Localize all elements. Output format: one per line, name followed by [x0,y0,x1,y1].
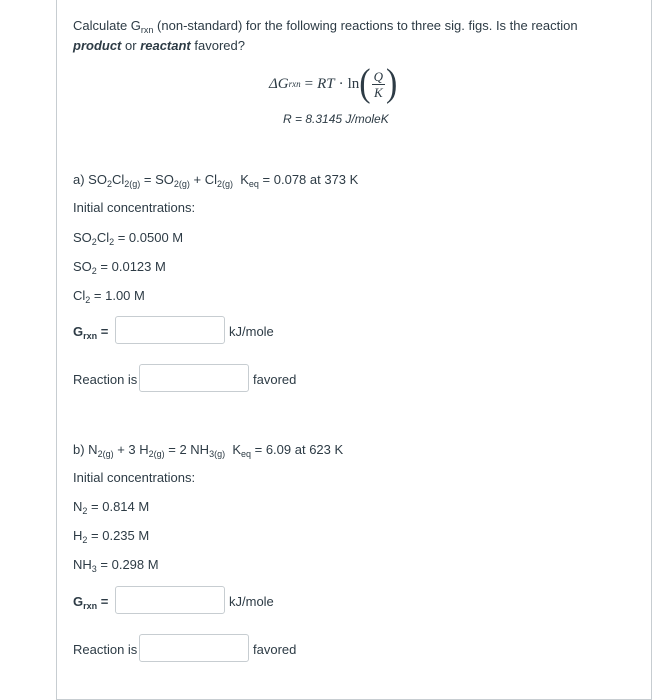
gas-constant: R = 8.3145 J/moleK [283,112,389,126]
gibbs-formula: ΔG rxn = RT · ln ( $\frac{Q}{K}$ ) [269,62,398,105]
formula-dot: · [338,75,344,92]
reaction-a-is-label: Reaction is [73,372,138,387]
intro-text-1: Calculate G [73,18,141,33]
reaction-b-g-label: $G_{rxn}$ = [73,594,109,611]
intro-favored: favored? [190,38,245,53]
reaction-a-conc-cl2: $Cl_2 = 1.00$ M [73,288,145,305]
reaction-a-favored-input[interactable] [139,364,249,392]
reaction-a-equation: a) $SO_2Cl_{2(g)} = SO_{2(g)} + Cl_{2(g)}$ $K_{eq} = 0.078$ at 373 K [73,172,359,189]
reaction-b-is-label: Reaction is [73,642,138,657]
formula-q: Q [373,68,384,84]
reaction-a-initial-label: Initial concentrations: [73,200,196,215]
reaction-a-g-input[interactable] [115,316,225,344]
reaction-a-favored-label: favored [253,372,297,387]
intro-rxn-sub: rxn [140,25,154,35]
reaction-b-conc-n2: $N_2 = 0.814$ M [73,499,150,516]
formula-ln: ln [347,75,360,92]
reaction-b-conc-h2: $H_2 = 0.235$ M [73,528,150,545]
formula-open-paren: ( [359,62,371,105]
reaction-b-favored-input[interactable] [139,634,249,662]
reaction-a-g-label: $G_{rxn}$ = [73,324,109,341]
reaction-b-g-input[interactable] [115,586,225,614]
question-card [56,0,652,700]
intro-text-2: (non-standard) for the following reactions to three sig. figs. Is the reaction [153,18,578,33]
reaction-b-initial-label: Initial concentrations: [73,470,196,485]
intro-reactant: reactant [140,38,191,53]
formula-k: K [373,84,383,100]
reaction-b-conc-nh3: $NH_3 = 0.298$ M [73,557,159,574]
reaction-b-g-unit: kJ/mole [229,594,274,609]
intro-product: product [73,38,122,53]
formula-rt: RT [317,75,335,92]
reaction-a-conc-so2cl2: $SO_2Cl_2 = 0.0500$ M [73,230,184,247]
formula-fraction [372,69,385,100]
formula-equals: = [304,75,314,92]
reaction-a-g-unit: kJ/mole [229,324,274,339]
formula-close-paren: ) [386,62,398,105]
intro-or: or [121,38,141,53]
question-intro [73,16,633,56]
reaction-b-favored-label: favored [253,642,297,657]
reaction-a-conc-so2: $SO_2 = 0.0123$ M [73,259,166,276]
reaction-b-equation: b) $N_{2(g)} + 3$ $H_{2(g)} = 2$ $NH_{3(g)}$ $K_{eq} = 6.09$ at 623 K [73,442,344,459]
formula-delta-g: ΔG [269,75,289,92]
